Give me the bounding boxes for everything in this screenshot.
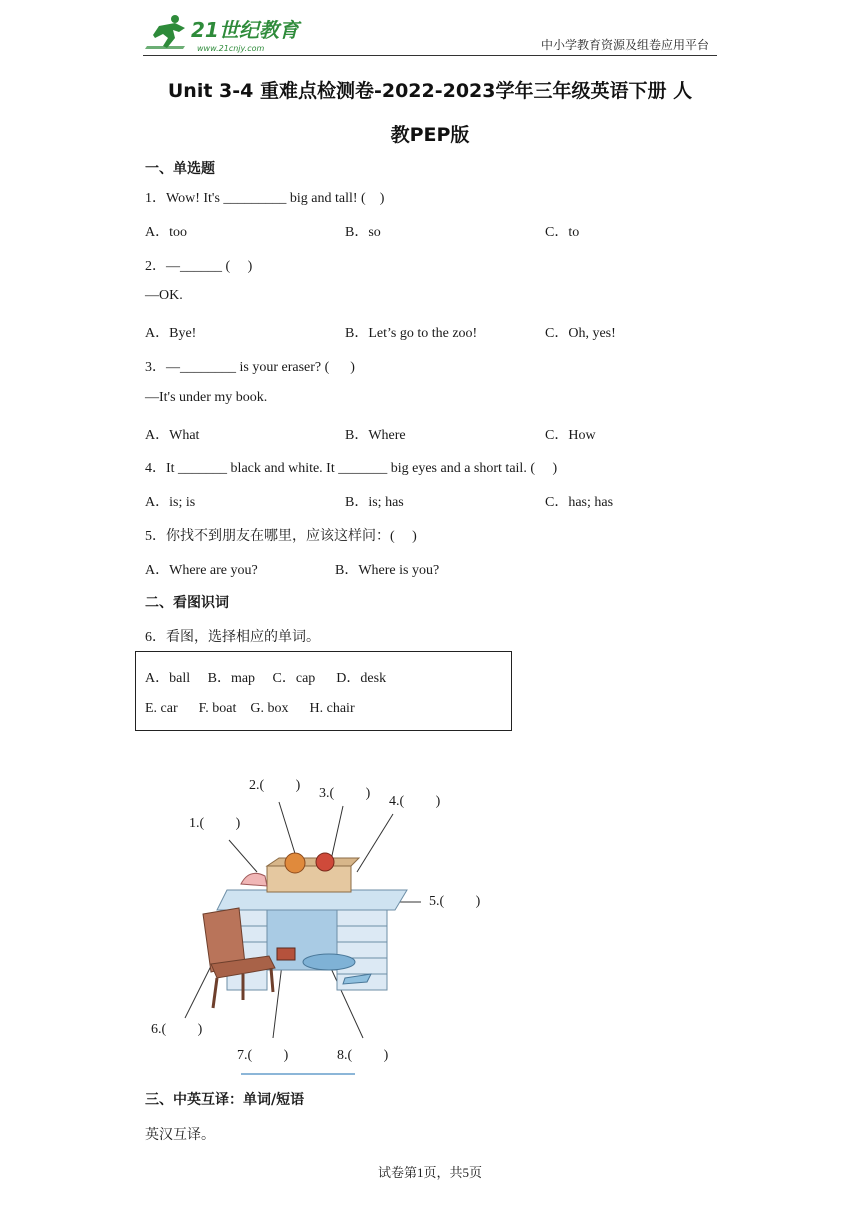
question-3-reply: —It's under my book. [145, 390, 268, 405]
logo [145, 12, 315, 54]
figure-label-5: 5.( ) [429, 894, 481, 909]
figure-label-1: 1.( ) [189, 816, 241, 831]
figure-label-7: 7.( ) [237, 1048, 289, 1063]
page-footer: 试卷第1页，共5页 [377, 1165, 482, 1180]
figure-label-2: 2.( ) [249, 778, 301, 793]
word-bank-box [135, 651, 512, 731]
question-3-option-c: C．How [545, 428, 596, 443]
question-3-option-a: A．What [145, 428, 200, 443]
question-1-stem: 1．Wow! It's _________ big and tall! ( ) [145, 191, 385, 206]
question-4-stem: 4．It _______ black and white. It _______ big eyes and a short tail. ( ) [145, 461, 558, 476]
question-5-option-a: A．Where are you? [145, 563, 258, 578]
word-bank-row-2: E. car F. boat G. box H. chair [145, 701, 355, 716]
question-1-option-b: B．so [345, 225, 381, 240]
question-4-option-b: B．is; has [345, 495, 404, 510]
logo-text: 21世纪教育 [191, 18, 299, 42]
question-5-option-b: B．Where is you? [335, 563, 440, 578]
logo-url: www.21cnjy.com [197, 44, 265, 53]
figure-label-4: 4.( ) [389, 794, 441, 809]
question-2-stem: 2．—______ ( ) [145, 259, 253, 274]
desk-illustration [145, 768, 505, 1080]
figure-label-6: 6.( ) [151, 1022, 203, 1037]
question-2-option-b: B．Let’s go to the zoo! [345, 326, 478, 341]
platform-name: 中小学教育资源及组卷应用平台 [540, 38, 709, 52]
question-6-stem: 6．看图，选择相应的单词。 [145, 630, 320, 645]
question-4-option-a: A．is; is [145, 495, 196, 510]
question-2-reply: —OK. [145, 288, 183, 303]
logo-graphic [145, 12, 315, 54]
question-2-option-a: A．Bye! [145, 326, 197, 341]
word-bank-row-1: A．ball B．map C．cap D．desk [145, 671, 387, 686]
page-title-line1: Unit 3-4 重难点检测卷-2022-2023学年三年级英语下册 人 [167, 80, 693, 102]
section-heading-2: 二、看图识词 [145, 595, 229, 611]
section-3-instruction: 英汉互译。 [145, 1128, 215, 1143]
page-header [143, 8, 717, 56]
page-title-line2: 教PEP版 [390, 124, 470, 146]
section-heading-3: 三、中英互译：单词/短语 [145, 1092, 305, 1108]
question-1-option-c: C．to [545, 225, 580, 240]
figure-label-8: 8.( ) [337, 1048, 389, 1063]
section-heading-1: 一、单选题 [145, 161, 215, 177]
figure-label-3: 3.( ) [319, 786, 371, 801]
question-2-option-c: C．Oh, yes! [545, 326, 616, 341]
question-4-option-c: C．has; has [545, 495, 614, 510]
question-1-option-a: A．too [145, 225, 187, 240]
question-5-stem: 5．你找不到朋友在哪里，应该这样问：( ) [145, 529, 417, 544]
question-3-stem: 3．—________ is your eraser? ( ) [145, 360, 355, 375]
question-3-option-b: B．Where [345, 428, 406, 443]
